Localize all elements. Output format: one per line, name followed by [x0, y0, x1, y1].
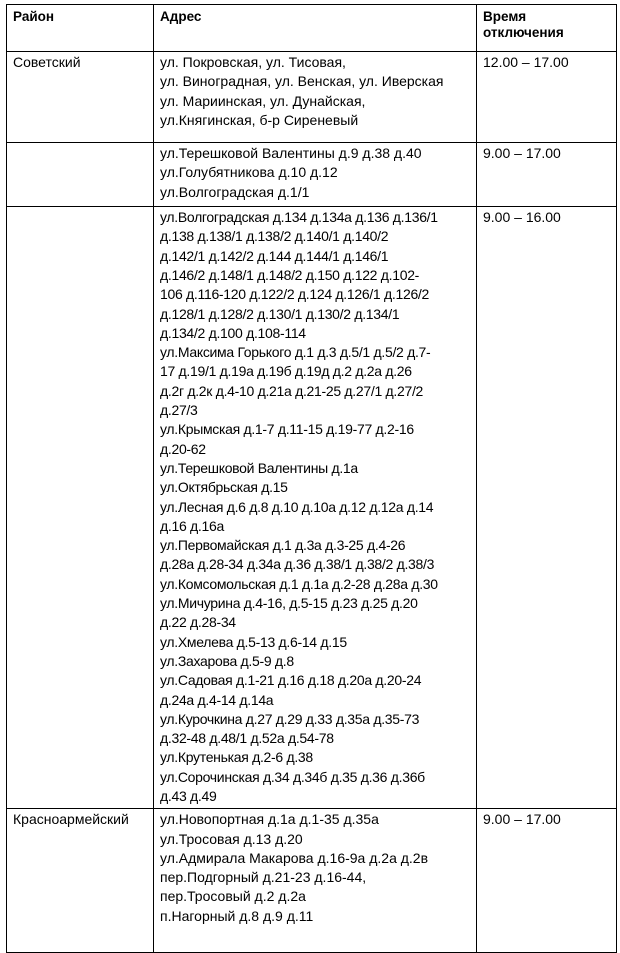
district-cell: [7, 143, 154, 207]
address-line: д.128/1 д.128/2 д.130/1 д.130/2 д.134/1: [160, 305, 400, 322]
address-line: ул.Тросовая д.13 д.20: [160, 830, 303, 847]
header-time-line2: отключения: [483, 25, 564, 40]
address-line: ул.Адмирала Макарова д.16-9а д.2а д.2в: [160, 849, 429, 866]
header-time-line1: Время: [483, 9, 527, 24]
table-row: [7, 52, 617, 143]
address-line: ул.Крымская д.1-7 д.11-15 д.19-77 д.2-16: [160, 421, 414, 438]
address-line: д.138 д.138/1 д.138/2 д.140/1 д.140/2: [160, 228, 389, 245]
address-line: ул.Крутенькая д.2-6 д.38: [160, 749, 313, 766]
address-line: 106 д.116-120 д.122/2 д.124 д.126/1 д.126/2: [160, 286, 430, 303]
address-cell: [154, 52, 477, 143]
address-line: д.32-48 д.48/1 д.52а д.54-78: [160, 730, 334, 747]
address-line: д.22 д.28-34: [160, 614, 236, 631]
address-line: ул.Волгоградская д.1/1: [160, 183, 310, 200]
address-line: д.43 д.49: [160, 787, 217, 804]
outage-schedule-table: [6, 4, 617, 953]
address-line: ул.Лесная д.6 д.8 д.10 д.10а д.12 д.12а д.14: [160, 498, 434, 515]
header-row: [7, 5, 617, 52]
address-line: ул.Максима Горького д.1 д.3 д.5/1 д.5/2 д.7-: [160, 344, 431, 361]
address-line: пер.Тросовый д.2 д.2а: [160, 888, 306, 905]
address-line: д.16 д.16а: [160, 517, 224, 534]
address-line: д.2г д.2к д.4-10 д.21а д.21-25 д.27/1 д.27/2: [160, 382, 424, 399]
address-cell: [154, 143, 477, 207]
address-line: ул.Мичурина д.4-16, д.5-15 д.23 д.25 д.20: [160, 595, 418, 612]
time-cell: 9.00 – 17.00: [477, 143, 617, 207]
address-line: ул.Терешковой Валентины д.9 д.38 д.40: [160, 145, 422, 162]
address-line: 17 д.19/1 д.19а д.19б д.19д д.2 д.2а д.26: [160, 363, 412, 380]
address-line: д.20-62: [160, 440, 206, 457]
time-cell: 12.00 – 17.00: [477, 52, 617, 143]
address-line: ул.Терешковой Валентины д.1а: [160, 459, 358, 476]
address-line: ул. Мариинская, ул. Дунайская,: [160, 92, 366, 109]
time-cell: 9.00 – 17.00: [477, 809, 617, 953]
address-line: ул.Княгинская, б-р Сиреневый: [160, 111, 359, 128]
address-line: пер.Подгорный д.21-23 д.16-44,: [160, 869, 367, 886]
address-cell: [154, 207, 477, 809]
district-cell: Советский: [7, 52, 154, 143]
address-line: ул.Сорочинская д.34 д.34б д.35 д.36 д.36б: [160, 768, 425, 785]
table-row: [7, 809, 617, 953]
address-line: ул.Первомайская д.1 д.3а д.3-25 д.4-26: [160, 537, 406, 554]
address-line: д.142/1 д.142/2 д.144 д.144/1 д.146/1: [160, 247, 389, 264]
address-line: ул. Виноградная, ул. Венская, ул. Иверская: [160, 73, 444, 90]
address-line: ул.Комсомольская д.1 д.1а д.2-28 д.28а д.30: [160, 575, 438, 592]
address-line: ул.Курочкина д.27 д.29 д.33 д.35а д.35-73: [160, 710, 420, 727]
header-district: Район: [7, 5, 154, 52]
address-cell: [154, 809, 477, 953]
document-page: [6, 4, 616, 953]
address-line: ул.Волгоградская д.134 д.134а д.136 д.136/1: [160, 209, 438, 226]
header-time: [477, 5, 617, 52]
address-line: ул.Новопортная д.1а д.1-35 д.35а: [160, 811, 379, 828]
address-line: д.28а д.28-34 д.34а д.36 д.38/1 д.38/2 д.38/3: [160, 556, 435, 573]
address-line: д.27/3: [160, 402, 198, 419]
address-line: д.134/2 д.100 д.108-114: [160, 324, 306, 341]
time-cell: 9.00 – 16.00: [477, 207, 617, 809]
address-line: д.146/2 д.148/1 д.148/2 д.150 д.122 д.102-: [160, 266, 420, 283]
table-row: [7, 207, 617, 809]
table-row: [7, 143, 617, 207]
address-line: п.Нагорный д.8 д.9 д.11: [160, 907, 314, 924]
address-line: ул.Октябрьская д.15: [160, 479, 288, 496]
header-address: Адрес: [154, 5, 477, 52]
address-line: ул.Голубятникова д.10 д.12: [160, 164, 338, 181]
address-line: ул.Хмелева д.5-13 д.6-14 д.15: [160, 633, 347, 650]
district-cell: Красноармейский: [7, 809, 154, 953]
address-line: ул.Захарова д.5-9 д.8: [160, 652, 294, 669]
address-line: ул.Садовая д.1-21 д.16 д.18 д.20а д.20-24: [160, 672, 422, 689]
district-cell: [7, 207, 154, 809]
address-line: ул. Покровская, ул. Тисовая,: [160, 54, 346, 70]
address-line: д.24а д.4-14 д.14а: [160, 691, 274, 708]
